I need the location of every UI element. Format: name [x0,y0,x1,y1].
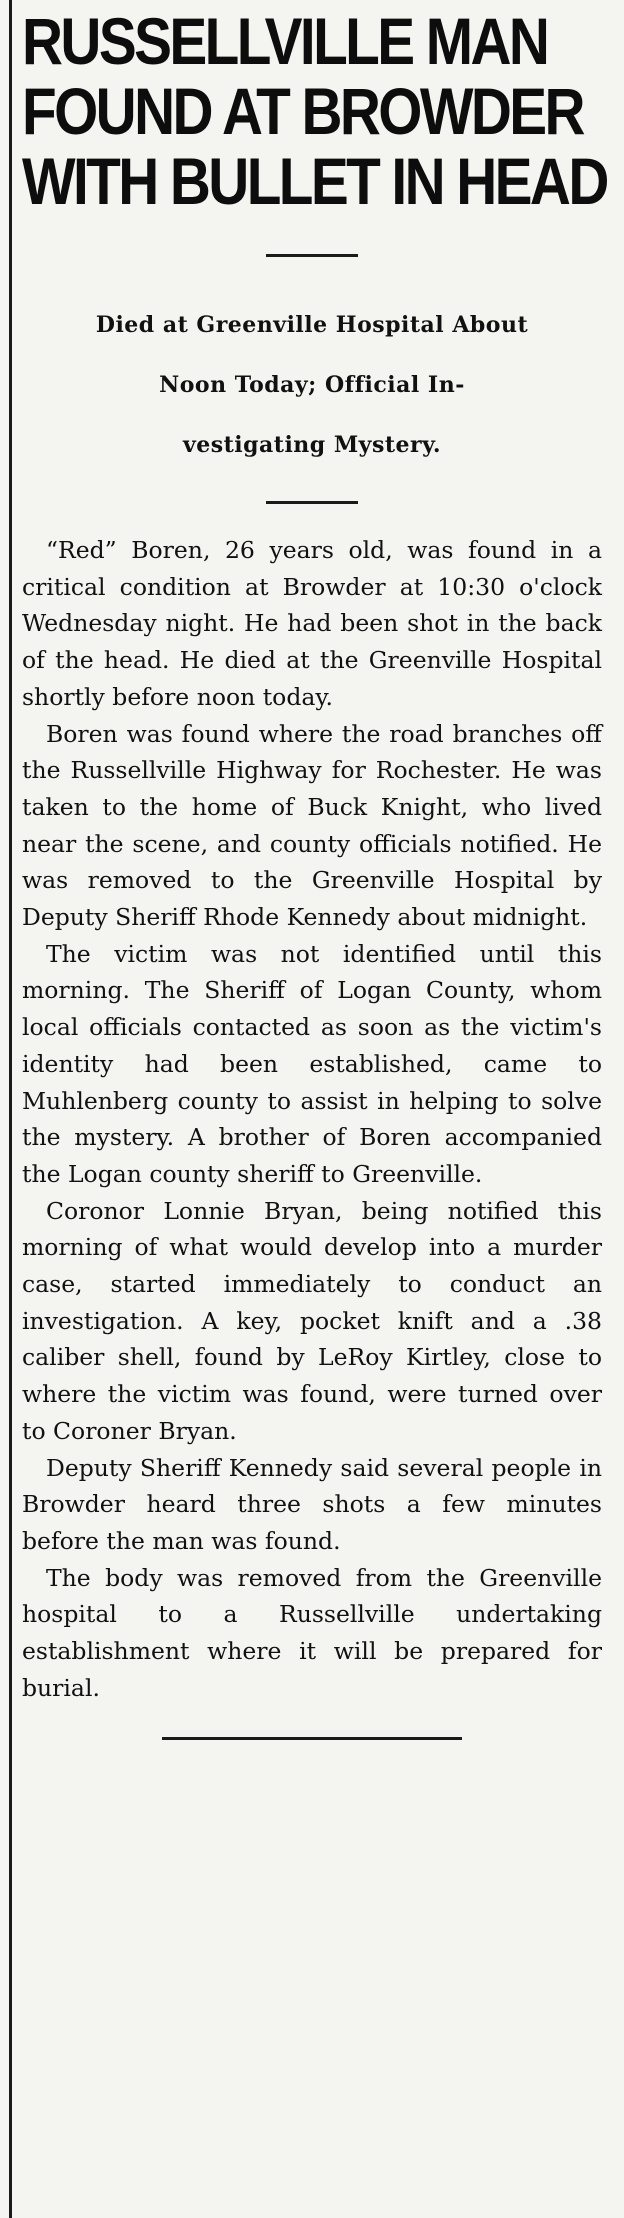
headline-line: WITH BULLET IN HEAD [22,144,607,218]
headline-line: FOUND AT BROWDER [22,74,583,148]
article-body [22,532,602,1707]
paragraph: “Red” Boren, 26 years old, was found in a critical condition at Browder at 10:30 o'clock Wednesday night. He had been shot in the back of the head. He died at the Greenville Hospital shortly before noon today. [22,536,602,711]
subheadline [22,295,602,475]
paragraph: The victim was not identified until this morning. The Sheriff of Logan County, whom local officials contacted as soon as the victim's identity had been established, came to Muhlenberg county to assist in helping to solve the mystery. A brother of Boren accompanied the Logan county sheriff to Greenville. [22,939,602,1188]
paragraph: The body was removed from the Greenville hospital to a Russellville undertaking establishment where it will be prepared for burial. [22,1563,602,1702]
divider-rule [266,501,358,504]
divider-rule [266,254,358,257]
paragraph: Coronor Lonnie Bryan, being notified this morning of what would develop into a murder case, started immediately to conduct an investigation. A key, pocket knift and a .38 caliber shell, found by LeRoy Kirtley, close to where the victim was found, were turned over to Coroner Bryan. [22,1196,602,1445]
paragraph: Deputy Sheriff Kennedy said several people in Browder heard three shots a few minutes before the man was found. [22,1453,602,1555]
paragraph: Boren was found where the road branches off the Russellville Highway for Rochester. He was taken to the home of Buck Knight, who lived near the scene, and county officials notified. He was removed to the Greenville Hospital by Deputy Sheriff Rhode Kennedy about midnight. [22,719,602,932]
column-rule [9,0,12,2218]
subheadline-line: Noon Today; Official In- [159,372,465,398]
news-article [22,0,607,2218]
headline [22,4,607,218]
end-rule [162,1737,462,1740]
headline-line: RUSSELLVILLE MAN [22,4,548,78]
subheadline-line: vestigating Mystery. [182,432,442,458]
subheadline-line: Died at Greenville Hospital About [95,312,529,338]
